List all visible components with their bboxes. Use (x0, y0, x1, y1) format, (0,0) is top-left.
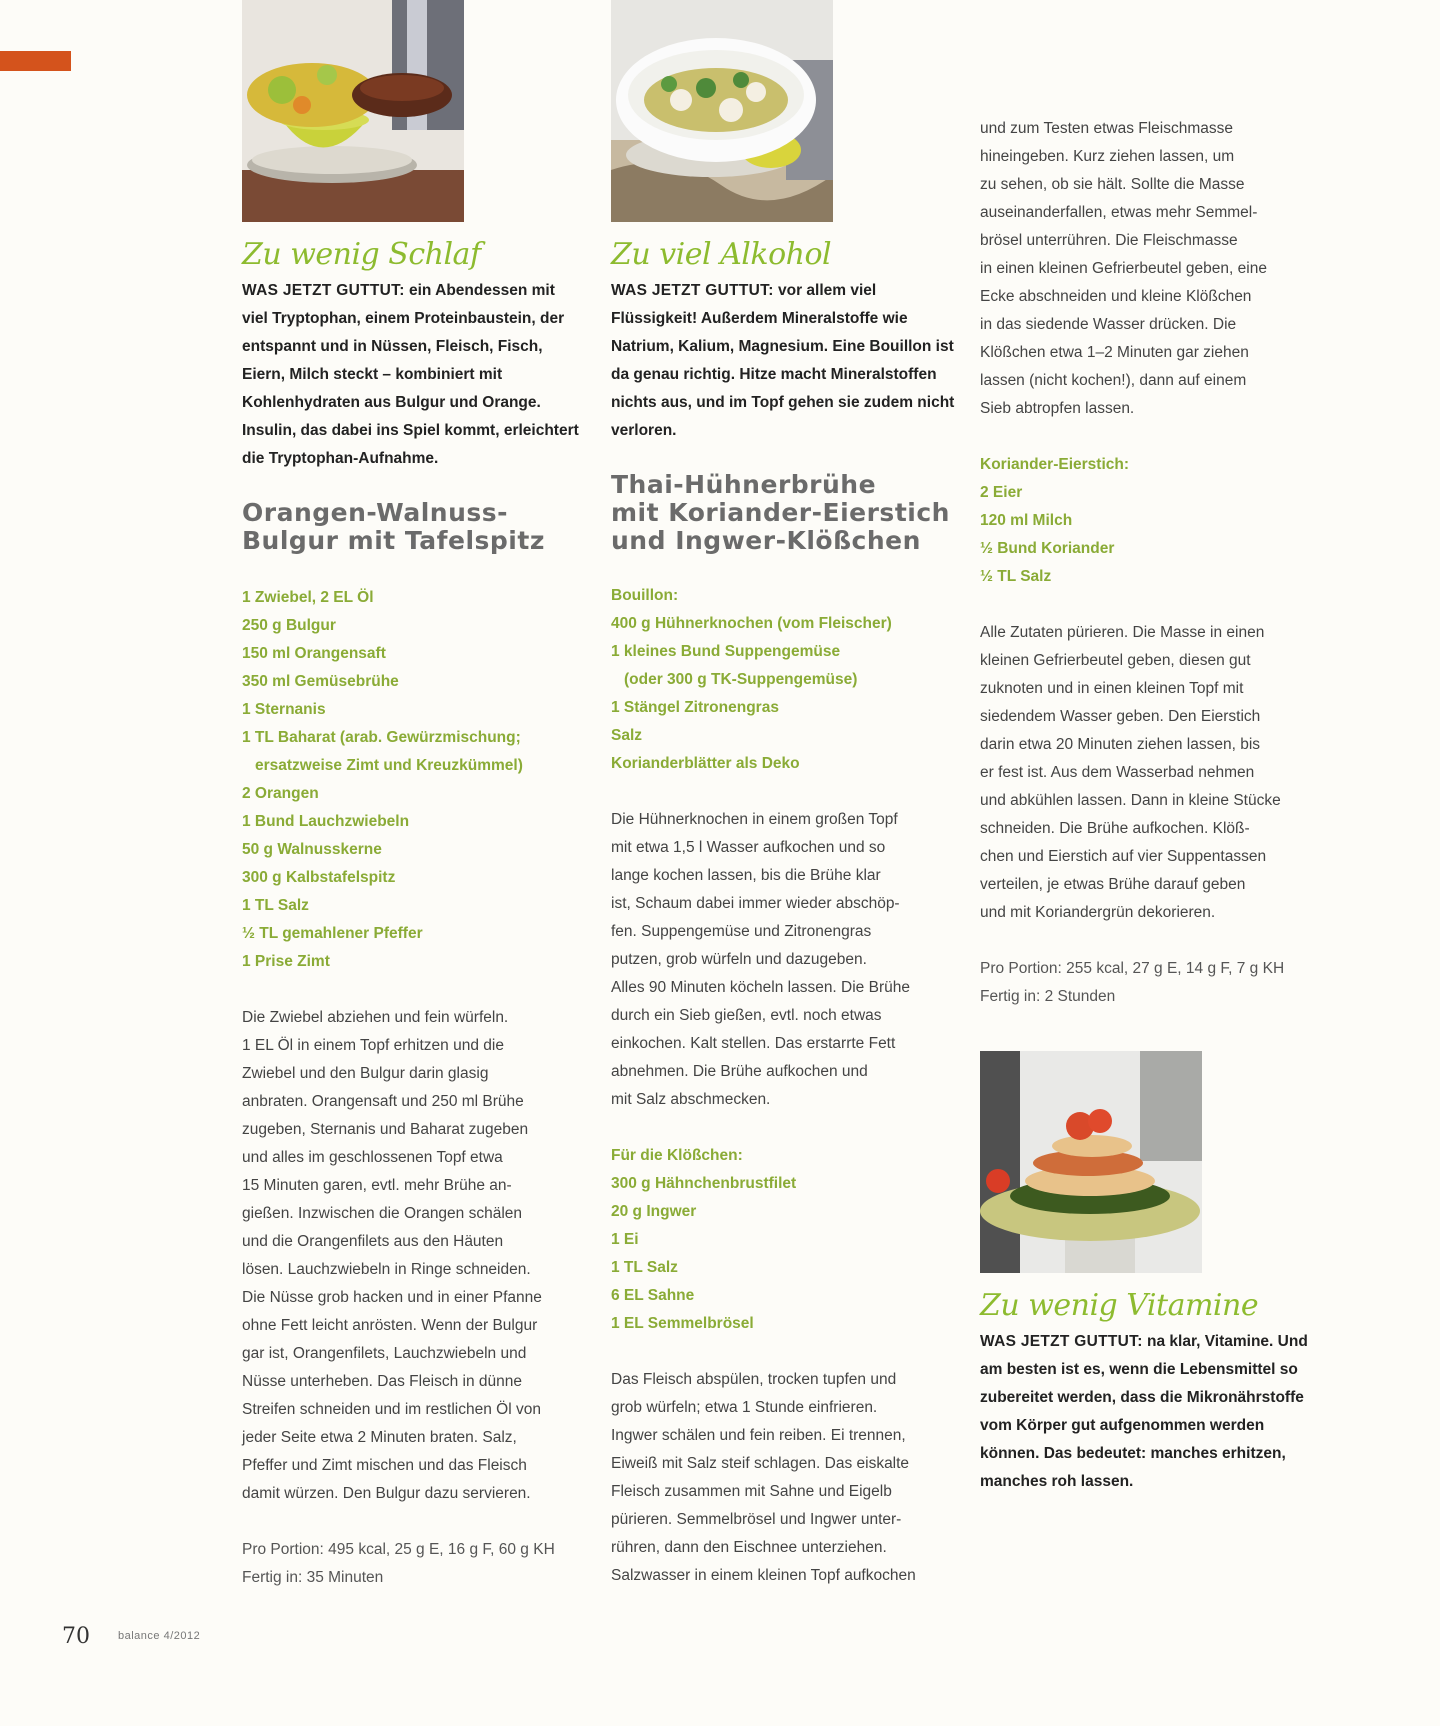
kloesschen-label: Für die Klößchen: (611, 1147, 743, 1164)
ingredient-item: Korianderblätter als Deko (611, 755, 800, 772)
recipe-title-line-2: mit Koriander-Eierstich (611, 498, 950, 527)
method-line: damit würzen. Den Bulgur dazu servieren. (242, 1485, 531, 1502)
eierstich-label: Koriander-Eierstich: (980, 456, 1130, 473)
ingredient-item: 300 g Kalbstafelspitz (242, 869, 396, 886)
method-kloesschen (611, 1366, 961, 1590)
ingredient-item: 1 Sternanis (242, 701, 326, 718)
method-line: ist, Schaum dabei immer wieder abschöp- (611, 895, 900, 912)
intro-text: na klar, Vitamine. Und am besten ist es, wenn die Lebensmittel so zubereitet werden, dass die Mikronährstoffe vom Körper gut aufgenommen werden können. Das bedeutet: manches erhitzen, manches roh lassen. (980, 1333, 1308, 1490)
method-line: Fleisch zusammen mit Sahne und Eigelb (611, 1483, 892, 1500)
food-photo-icon (242, 0, 464, 222)
food-photo-icon (611, 0, 833, 222)
intro-text: ein Abendessen mit viel Tryptophan, einem Proteinbaustein, der entspannt und in Nüssen, Fleisch, Fisch, Eiern, Milch steckt – kombiniert mit Kohlenhydraten aus Bulgur und Orange. Insulin, das dabei ins Spiel kommt, erleichtert die Tryptophan-Aufnahme. (242, 282, 579, 467)
ingredient-item: 1 Prise Zimt (242, 953, 330, 970)
section-heading-vitamins: Zu wenig Vitamine (980, 1288, 1259, 1323)
ingredient-item: Salz (611, 727, 643, 744)
column-2 (611, 0, 961, 1590)
food-photo-icon (980, 1051, 1202, 1273)
ingredient-item: ersatzweise Zimt und Kreuzkümmel) (255, 757, 523, 774)
method-line: fen. Suppengemüse und Zitronengras (611, 923, 872, 940)
ingredient-item: 50 g Walnusskerne (242, 841, 382, 858)
ingredient-item: ½ TL gemahlener Pfeffer (242, 925, 423, 942)
method-line: gar ist, Orangenfilets, Lauchzwiebeln und (242, 1345, 527, 1362)
ingredient-item: ½ Bund Koriander (980, 540, 1115, 557)
method-line: chen und Eierstich auf vier Suppentassen (980, 848, 1267, 865)
method-line: und zum Testen etwas Fleischmasse (980, 120, 1233, 137)
page-number: 70 (62, 1624, 90, 1649)
method-line: lassen (nicht kochen!), dann auf einem (980, 372, 1247, 389)
method-line: 1 EL Öl in einem Topf erhitzen und die (242, 1037, 504, 1054)
method-line: Das Fleisch abspülen, trocken tupfen und (611, 1371, 897, 1388)
method-line: putzen, grob würfeln und dazugeben. (611, 951, 867, 968)
ingredient-item: 1 EL Semmelbrösel (611, 1315, 754, 1332)
intro-sleep (242, 277, 582, 473)
ingredient-item: ½ TL Salz (980, 568, 1052, 585)
method-line: brösel unterrühren. Die Fleischmasse (980, 232, 1238, 249)
method-eierstich (980, 619, 1320, 927)
method-line: in das siedende Wasser drücken. Die (980, 316, 1237, 333)
method-line: rühren, dann den Eischnee unterziehen. (611, 1539, 887, 1556)
recipe-title-line-2: Bulgur mit Tafelspitz (242, 526, 545, 555)
method-line: siedendem Wasser geben. Den Eierstich (980, 708, 1261, 725)
ingredient-item: 400 g Hühnerknochen (vom Fleischer) (611, 615, 892, 632)
intro-vitamins (980, 1328, 1320, 1496)
method-line: Streifen schneiden und im restlichen Öl von (242, 1401, 541, 1418)
method-line: Sieb abtropfen lassen. (980, 400, 1135, 417)
ingredient-list-eierstich (980, 479, 1320, 591)
method-line: abnehmen. Die Brühe aufkochen und (611, 1063, 868, 1080)
column-3 (980, 115, 1320, 1496)
method-line: mit etwa 1,5 l Wasser aufkochen und so (611, 839, 886, 856)
method-line: hineingeben. Kurz ziehen lassen, um (980, 148, 1235, 165)
thai-soup-photo (611, 0, 833, 222)
intro-text: vor allem viel Flüssigkeit! Außerdem Mineralstoffe wie Natrium, Kalium, Magnesium. Eine Bouillon ist da genau richtig. Hitze macht Mineralstoffen nichts aus, und im Topf gehen sie zudem nicht verloren. (611, 282, 955, 439)
method-line: pürieren. Semmelbrösel und Ingwer unter- (611, 1511, 902, 1528)
ingredient-item: 300 g Hähnchenbrustfilet (611, 1175, 797, 1192)
method-line: Salzwasser in einem kleinen Topf aufkochen (611, 1567, 916, 1584)
method-line: Nüsse unterheben. Das Fleisch in dünne (242, 1373, 523, 1390)
ingredient-item: 250 g Bulgur (242, 617, 336, 634)
method-continued (980, 115, 1320, 423)
method-line: in einen kleinen Gefrierbeutel geben, eine (980, 260, 1267, 277)
column-1 (242, 0, 582, 1592)
method-line: Pfeffer und Zimt mischen und das Fleisch (242, 1457, 527, 1474)
method-line: und mit Koriandergrün dekorieren. (980, 904, 1216, 921)
method-line: gießen. Inzwischen die Orangen schälen (242, 1205, 523, 1222)
ingredient-item: 350 ml Gemüsebrühe (242, 673, 399, 690)
ingredient-item: 1 TL Salz (242, 897, 309, 914)
prep-time: Fertig in: 2 Stunden (980, 988, 1116, 1005)
intro-lead: WAS JETZT GUTTUT: (242, 282, 405, 299)
method-line: und abkühlen lassen. Dann in kleine Stücke (980, 792, 1281, 809)
ingredient-item: 1 Ei (611, 1231, 639, 1248)
vegetable-stack-photo (980, 1051, 1202, 1273)
recipe-title-soup (611, 471, 961, 555)
method-line: Zwiebel und den Bulgur darin glasig (242, 1065, 489, 1082)
method-line: Ingwer schälen und fein reiben. Ei trennen, (611, 1427, 906, 1444)
method-line: er fest ist. Aus dem Wasserbad nehmen (980, 764, 1255, 781)
ingredient-item: 2 Eier (980, 484, 1023, 501)
method-line: zu sehen, ob sie hält. Sollte die Masse (980, 176, 1245, 193)
ingredient-item: 1 Zwiebel, 2 EL Öl (242, 589, 374, 606)
bouillon-label: Bouillon: (611, 587, 679, 604)
ingredient-item: 1 TL Baharat (arab. Gewürzmischung; (242, 729, 521, 746)
method-line: verteilen, je etwas Brühe darauf geben (980, 876, 1246, 893)
method-line: grob würfeln; etwa 1 Stunde einfrieren. (611, 1399, 878, 1416)
method-line: jeder Seite etwa 2 Minuten braten. Salz, (242, 1429, 517, 1446)
section-heading-sleep: Zu wenig Schlaf (242, 237, 481, 272)
prep-time: Fertig in: 35 Minuten (242, 1569, 384, 1586)
ingredient-item: 2 Orangen (242, 785, 319, 802)
intro-lead: WAS JETZT GUTTUT: (980, 1333, 1143, 1350)
recipe-title-line-1: Orangen-Walnuss- (242, 498, 509, 527)
method-line: kleinen Gefrierbeutel geben, diesen gut (980, 652, 1251, 669)
ingredient-list-bouillon (611, 610, 961, 778)
method-line: mit Salz abschmecken. (611, 1091, 771, 1108)
ingredient-list-kloesschen (611, 1170, 961, 1338)
ingredient-item: 20 g Ingwer (611, 1203, 697, 1220)
recipe-title-line-1: Thai-Hühnerbrühe (611, 470, 877, 499)
method-line: lange kochen lassen, bis die Brühe klar (611, 867, 881, 884)
ingredient-item: 1 TL Salz (611, 1259, 678, 1276)
method-line: und alles im geschlossenen Topf etwa (242, 1149, 503, 1166)
method-line: Die Nüsse grob hacken und in einer Pfanne (242, 1289, 542, 1306)
method-bouillon (611, 806, 961, 1114)
ingredient-item: 6 EL Sahne (611, 1287, 695, 1304)
intro-alcohol (611, 277, 961, 445)
method-line: Ecke abschneiden und kleine Klößchen (980, 288, 1252, 305)
ingredient-item: 120 ml Milch (980, 512, 1073, 529)
method-line: anbraten. Orangensaft und 250 ml Brühe (242, 1093, 524, 1110)
method-line: auseinanderfallen, etwas mehr Semmel- (980, 204, 1258, 221)
method-line: Klößchen etwa 1–2 Minuten gar ziehen (980, 344, 1249, 361)
intro-lead: WAS JETZT GUTTUT: (611, 282, 774, 299)
method-bulgur (242, 1004, 582, 1508)
recipe-title-line-3: und Ingwer-Klößchen (611, 526, 921, 555)
method-line: zuknoten und in einen kleinen Topf mit (980, 680, 1244, 697)
method-line: einkochen. Kalt stellen. Das erstarrte Fett (611, 1035, 896, 1052)
ingredient-item: (oder 300 g TK-Suppengemüse) (624, 671, 858, 688)
ingredient-item: 150 ml Orangensaft (242, 645, 386, 662)
ingredient-item: 1 kleines Bund Suppengemüse (611, 643, 841, 660)
ingredient-item: 1 Bund Lauchzwiebeln (242, 813, 410, 830)
method-line: schneiden. Die Brühe aufkochen. Klöß- (980, 820, 1250, 837)
method-line: Alles 90 Minuten köcheln lassen. Die Brühe (611, 979, 910, 996)
method-line: zugeben, Sternanis und Baharat zugeben (242, 1121, 529, 1138)
ingredient-list-bulgur (242, 584, 582, 976)
method-line: durch ein Sieb gießen, evtl. noch etwas (611, 1007, 882, 1024)
method-line: Alle Zutaten pürieren. Die Masse in einen (980, 624, 1265, 641)
method-line: Die Hühnerknochen in einem großen Topf (611, 811, 898, 828)
method-line: und die Orangenfilets aus den Häuten (242, 1233, 504, 1250)
method-line: Die Zwiebel abziehen und fein würfeln. (242, 1009, 509, 1026)
ingredient-item: 1 Stängel Zitronengras (611, 699, 779, 716)
nutrition-info: Pro Portion: 495 kcal, 25 g E, 16 g F, 60 g KH (242, 1541, 555, 1558)
section-heading-alcohol: Zu viel Alkohol (611, 237, 832, 272)
orange-accent-bar (0, 51, 71, 71)
method-line: lösen. Lauchzwiebeln in Ringe schneiden. (242, 1261, 531, 1278)
magazine-name: balance 4/2012 (118, 1630, 201, 1642)
method-line: darin etwa 20 Minuten ziehen lassen, bis (980, 736, 1261, 753)
bulgur-tafelspitz-photo (242, 0, 464, 222)
method-line: ohne Fett leicht anrösten. Wenn der Bulgur (242, 1317, 538, 1334)
method-line: 15 Minuten garen, evtl. mehr Brühe an- (242, 1177, 512, 1194)
recipe-title-bulgur (242, 499, 582, 555)
method-line: Eiweiß mit Salz steif schlagen. Das eiskalte (611, 1455, 910, 1472)
nutrition-info: Pro Portion: 255 kcal, 27 g E, 14 g F, 7 g KH (980, 960, 1285, 977)
